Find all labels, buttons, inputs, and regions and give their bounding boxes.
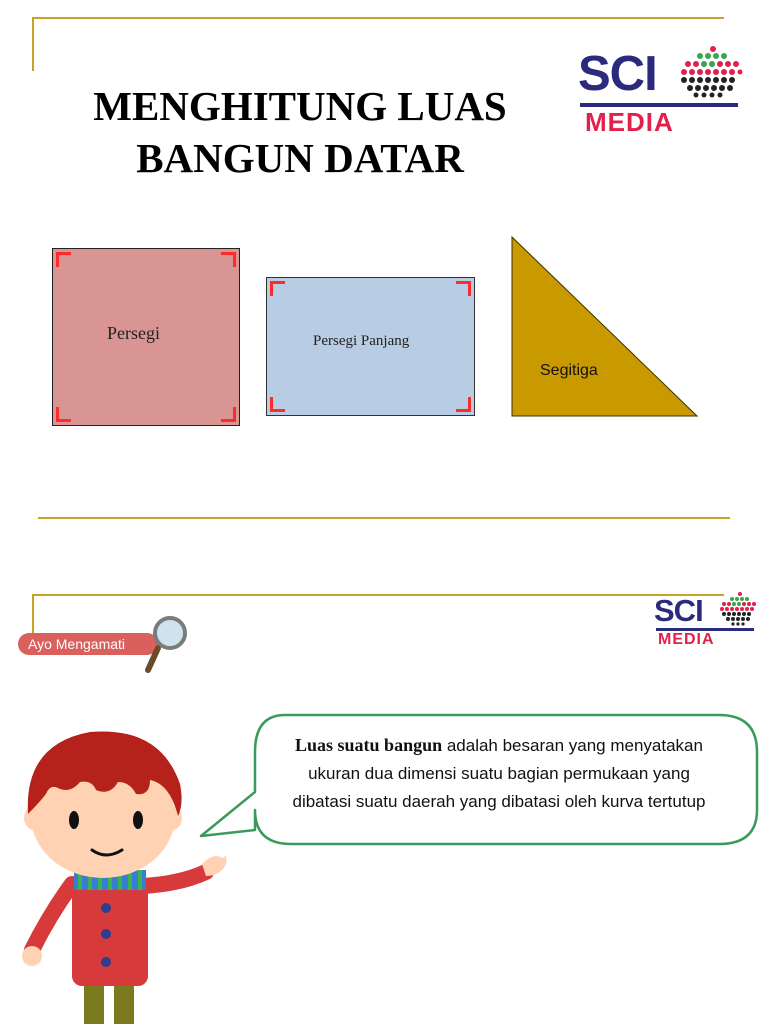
corner-mark xyxy=(221,407,236,422)
rectangle-label: Persegi Panjang xyxy=(313,333,410,349)
speech-text xyxy=(290,731,708,816)
square-shape xyxy=(52,248,240,426)
corner-mark xyxy=(56,407,71,422)
logo-media-text: MEDIA xyxy=(658,631,715,648)
top-rule-left-tick xyxy=(32,17,34,71)
sci-media-logo xyxy=(578,42,743,137)
boy-character xyxy=(10,724,250,1024)
title-line-2: BANGUN DATAR xyxy=(136,135,464,181)
corner-mark xyxy=(456,397,471,412)
title-line-1: MENGHITUNG LUAS xyxy=(93,83,507,129)
top-rule-2 xyxy=(32,594,724,596)
speech-bold: Luas suatu bangun xyxy=(295,735,443,755)
top-rule xyxy=(32,17,724,19)
magnifier-icon xyxy=(144,614,190,674)
triangle-shape xyxy=(510,236,700,418)
logo-sci-text: SCI xyxy=(578,47,657,101)
sci-media-logo-small xyxy=(654,590,758,650)
corner-mark xyxy=(270,281,285,296)
corner-mark xyxy=(270,397,285,412)
page-title xyxy=(40,80,560,184)
logo-media-text: MEDIA xyxy=(585,107,674,137)
top-rule-2-left-tick xyxy=(32,594,34,634)
slide-divider xyxy=(38,517,730,519)
square-label: Persegi xyxy=(107,323,160,343)
corner-mark xyxy=(221,252,236,267)
rectangle-shape xyxy=(266,277,475,416)
speech-rest: adalah besaran yang menyatakan ukuran dua dimensi suatu bagian permukaan yang dibatasi suatu daerah yang dibatasi oleh kurva tertutup xyxy=(292,736,706,811)
triangle-label: Segitiga xyxy=(540,362,598,379)
corner-mark xyxy=(456,281,471,296)
logo-sci-text: SCI xyxy=(654,593,703,628)
corner-mark xyxy=(56,252,71,267)
ayo-mengamati-badge: Ayo Mengamati xyxy=(18,633,158,655)
